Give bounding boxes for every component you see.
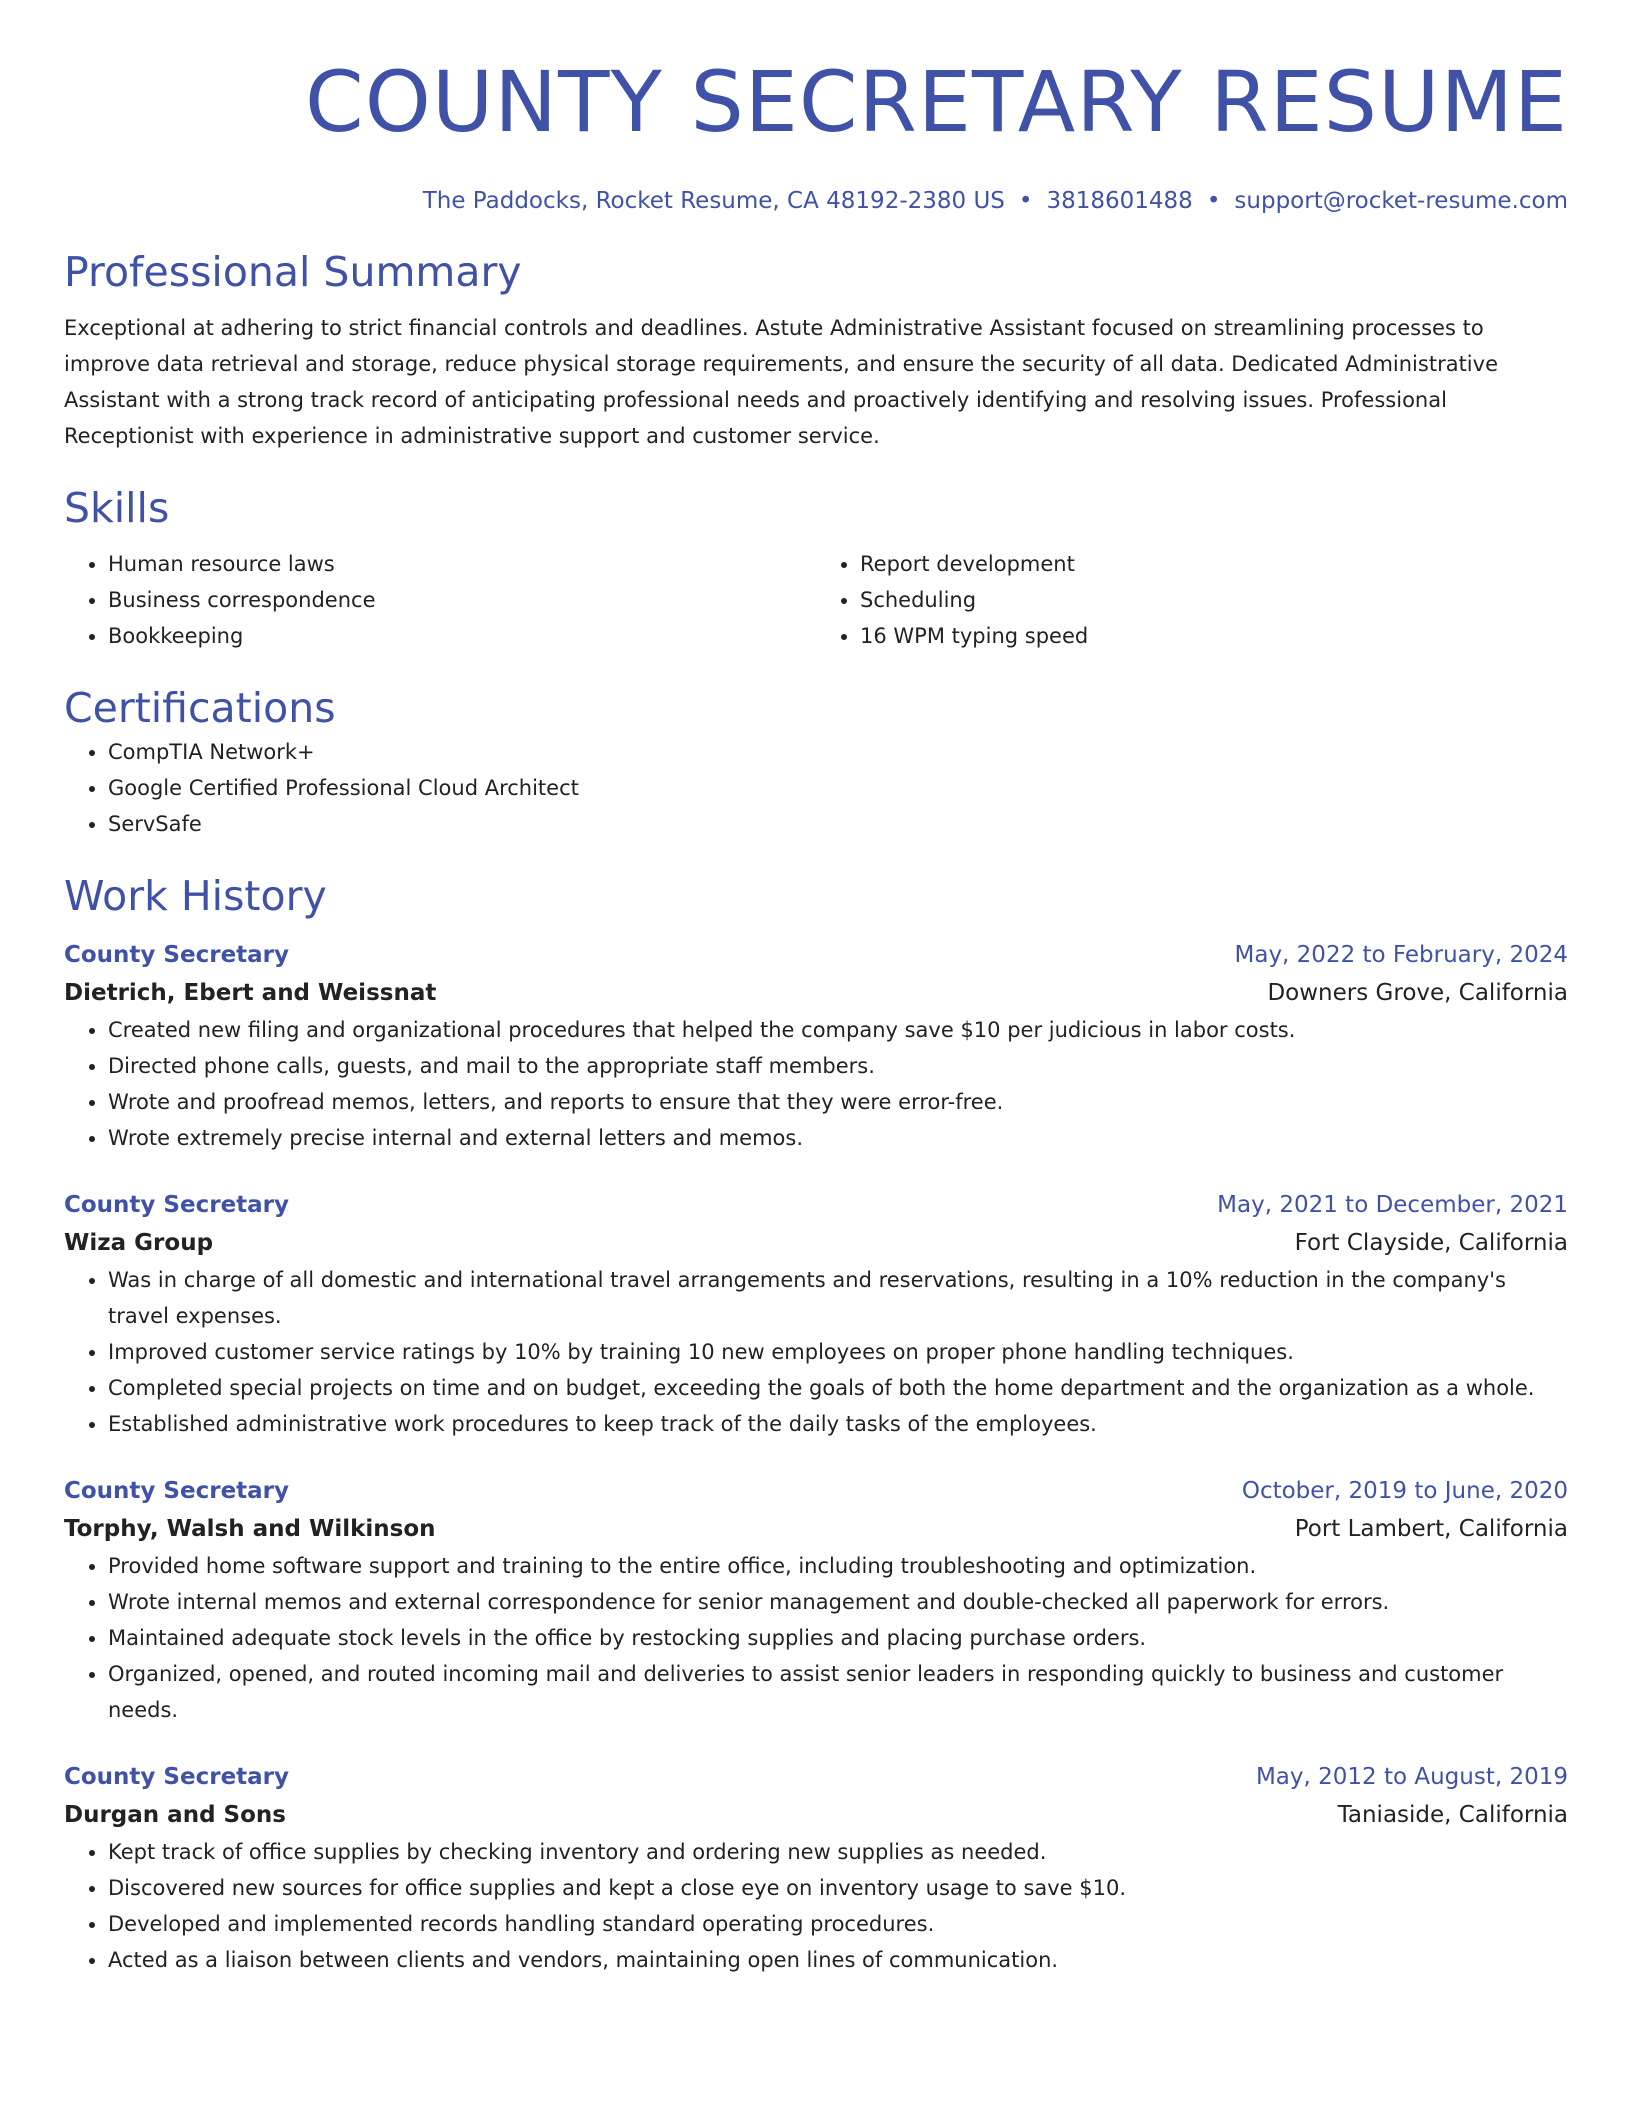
contact-phone[interactable]: 3818601488	[1046, 188, 1193, 214]
job-bullet: • Kept track of office supplies by checking inventory and ordering new supplies as needed.	[108, 1834, 1568, 1870]
job-company-row	[64, 1224, 1568, 1262]
certifications-list	[64, 734, 1568, 842]
job-bullet: • Established administrative work procedures to keep track of the daily tasks of the employees.	[108, 1406, 1568, 1442]
job-dates: May, 2012 to August, 2019	[1255, 1764, 1568, 1790]
summary-text: Exceptional at adhering to strict financial controls and deadlines. Astute Administrative Assistant focused on streamlining processes to improve data retrieval and storage, reduce physical storage requirements, and ensure the security of all data. Dedicated Administrative Assistant with a strong track record of anticipating professional needs and proactively identifying and resolving issues. Professional Receptionist with experience in administrative support and customer service.	[64, 316, 1498, 448]
job-header-row	[64, 1758, 1568, 1796]
job-header-row	[64, 1472, 1568, 1510]
job-bullet: • Directed phone calls, guests, and mail to the appropriate staff members.	[108, 1048, 1568, 1084]
job-location: Port Lambert, California	[1294, 1516, 1568, 1542]
contact-address: The Paddocks, Rocket Resume, CA 48192-2380 US	[422, 188, 1005, 214]
section-title-summary: Professional Summary	[64, 248, 522, 296]
certification-item: • Google Certified Professional Cloud Architect	[108, 770, 1568, 806]
section-title-work-history: Work History	[64, 872, 327, 920]
job-bullet: • Was in charge of all domestic and international travel arrangements and reservations, resulting in a 10% reduction in the company's travel expenses.	[108, 1262, 1568, 1334]
job-company-row	[64, 1510, 1568, 1548]
skill-item: • Scheduling	[860, 582, 1568, 618]
job-bullet: • Wrote extremely precise internal and external letters and memos.	[108, 1120, 1568, 1156]
job-company: Durgan and Sons	[64, 1802, 286, 1828]
job-company: Dietrich, Ebert and Weissnat	[64, 980, 437, 1006]
job-bullet: • Discovered new sources for office supplies and kept a close eye on inventory usage to save $10.	[108, 1870, 1568, 1906]
job-bullet: • Acted as a liaison between clients and vendors, maintaining open lines of communication.	[108, 1942, 1568, 1978]
contact-line	[64, 186, 1568, 216]
contact-separator: •	[1018, 188, 1033, 214]
job-title: County Secretary	[64, 1764, 290, 1790]
skill-item: • Bookkeeping	[108, 618, 816, 654]
contact-email[interactable]: support@rocket-resume.com	[1234, 188, 1568, 214]
job-title: County Secretary	[64, 1478, 290, 1504]
job-entry	[64, 1186, 1568, 1442]
job-bullets	[64, 1012, 1568, 1156]
job-dates: May, 2022 to February, 2024	[1234, 942, 1568, 968]
certification-item: • CompTIA Network+	[108, 734, 1568, 770]
certification-item: • ServSafe	[108, 806, 1568, 842]
job-title: County Secretary	[64, 1192, 290, 1218]
job-bullets	[64, 1262, 1568, 1442]
job-bullet: • Provided home software support and training to the entire office, including troubleshooting and optimization.	[108, 1548, 1568, 1584]
job-company-row	[64, 1796, 1568, 1834]
job-header-row	[64, 936, 1568, 974]
skill-item: • Business correspondence	[108, 582, 816, 618]
skills-list-right	[816, 546, 1568, 654]
section-title-certifications: Certifications	[64, 684, 336, 732]
job-location: Taniaside, California	[1337, 1802, 1568, 1828]
job-entry	[64, 1472, 1568, 1728]
skill-item: • 16 WPM typing speed	[860, 618, 1568, 654]
job-entry	[64, 1758, 1568, 1978]
job-bullet: • Developed and implemented records handling standard operating procedures.	[108, 1906, 1568, 1942]
job-location: Downers Grove, California	[1267, 980, 1568, 1006]
job-bullet: • Created new filing and organizational procedures that helped the company save $10 per judicious in labor costs.	[108, 1012, 1568, 1048]
job-bullets	[64, 1834, 1568, 1978]
job-company: Torphy, Walsh and Wilkinson	[64, 1516, 436, 1542]
skill-item: • Human resource laws	[108, 546, 816, 582]
job-bullet: • Improved customer service ratings by 10% by training 10 new employees on proper phone handling techniques.	[108, 1334, 1568, 1370]
skill-item: • Report development	[860, 546, 1568, 582]
skills-list-left	[64, 546, 816, 654]
job-bullet: • Organized, opened, and routed incoming mail and deliveries to assist senior leaders in responding quickly to business and customer needs.	[108, 1656, 1568, 1728]
section-title-skills: Skills	[64, 484, 170, 532]
job-location: Fort Clayside, California	[1294, 1230, 1568, 1256]
resume-title: COUNTY SECRETARY RESUME	[305, 53, 1568, 151]
job-dates: October, 2019 to June, 2020	[1241, 1478, 1568, 1504]
job-company: Wiza Group	[64, 1230, 214, 1256]
job-dates: May, 2021 to December, 2021	[1217, 1192, 1568, 1218]
job-header-row	[64, 1186, 1568, 1224]
job-bullet: • Wrote and proofread memos, letters, and reports to ensure that they were error-free.	[108, 1084, 1568, 1120]
contact-separator: •	[1206, 188, 1221, 214]
job-bullet: • Completed special projects on time and on budget, exceeding the goals of both the home department and the organization as a whole.	[108, 1370, 1568, 1406]
job-bullet: • Wrote internal memos and external correspondence for senior management and double-checked all paperwork for errors.	[108, 1584, 1568, 1620]
job-title: County Secretary	[64, 942, 290, 968]
job-company-row	[64, 974, 1568, 1012]
skills-grid	[64, 546, 1568, 654]
job-bullets	[64, 1548, 1568, 1728]
job-entry	[64, 936, 1568, 1156]
resume-header	[64, 0, 1568, 216]
job-bullet: • Maintained adequate stock levels in the office by restocking supplies and placing purchase orders.	[108, 1620, 1568, 1656]
